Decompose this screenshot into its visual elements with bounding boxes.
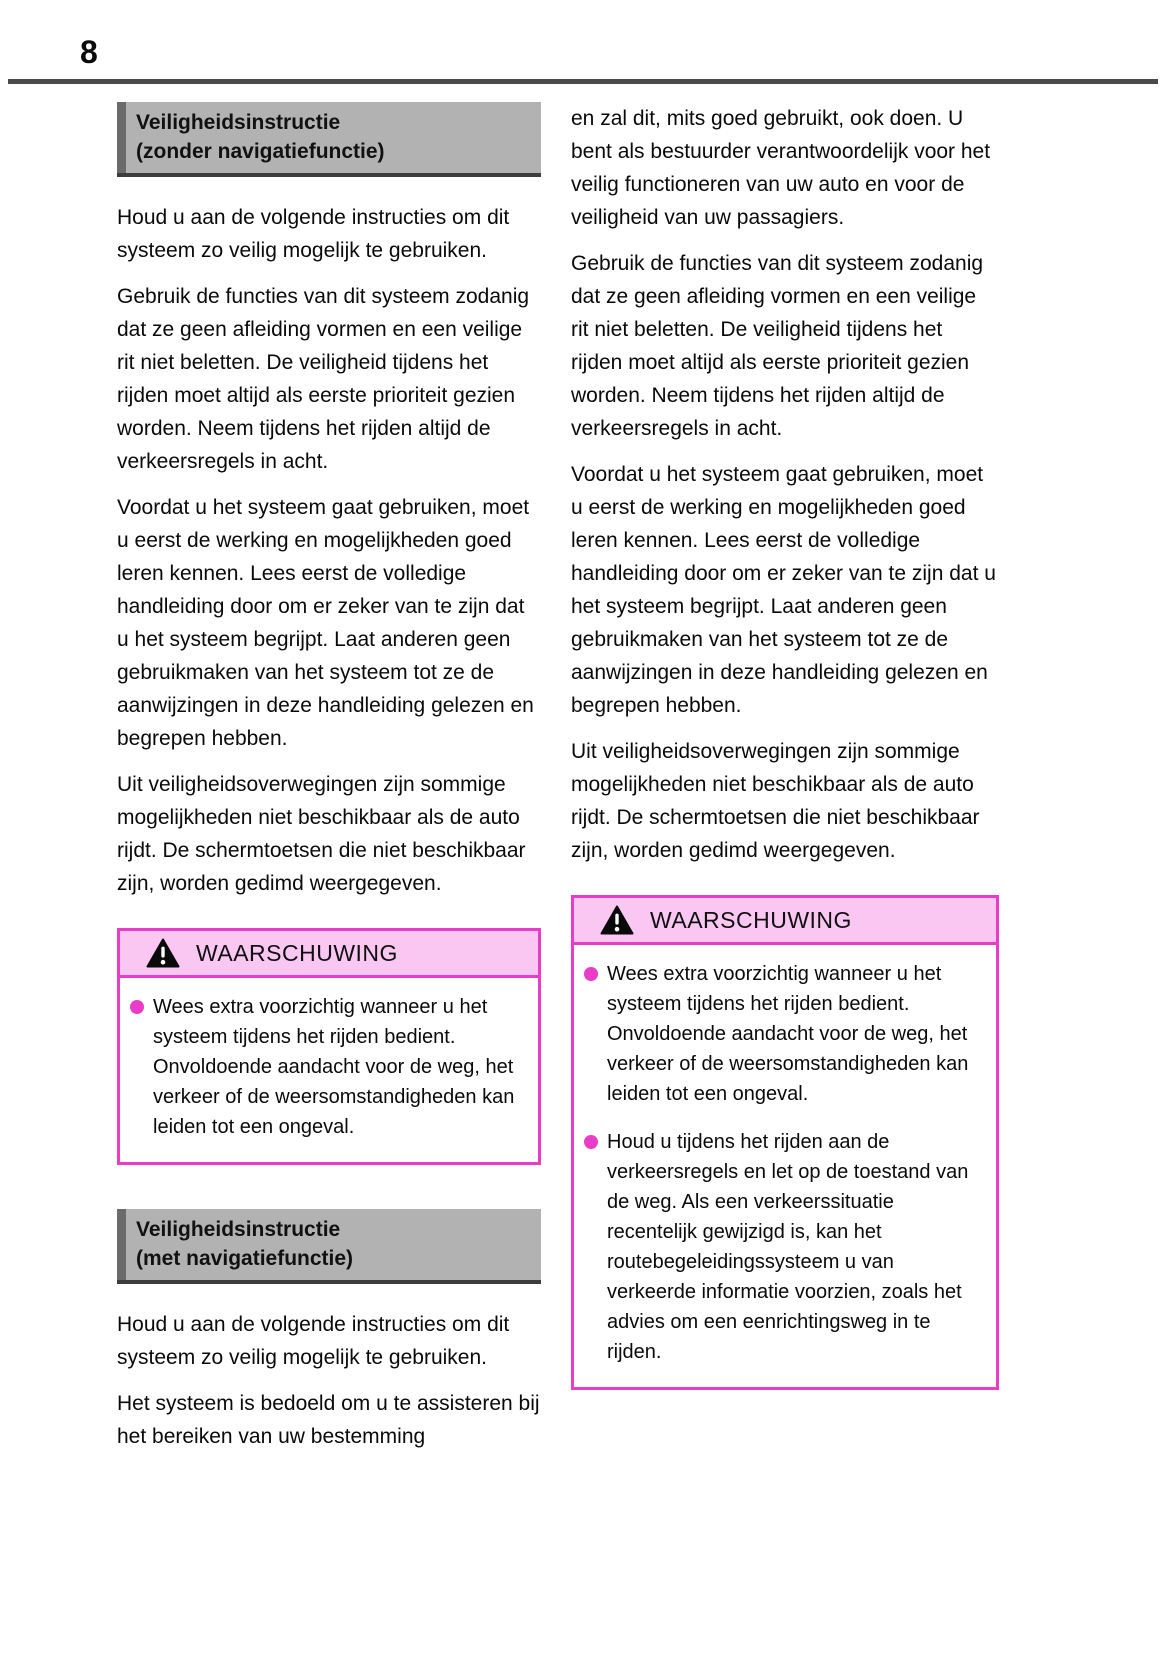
page-number: 8 [80,34,98,70]
section-header-safety-with-nav [117,1209,541,1284]
warning-box [571,895,999,1390]
column-left [117,102,541,1466]
warning-item-text: Houd u tijdens het rijden aan de verkeersregels en let op de toestand van de weg. Als een verkeerssituatie recentelijk gewijzigd is, kan het routebegeleidingssysteem u van verkeerde informatie voorzien, zoals het advies om een eenrichtingsweg in te rijden. [607,1131,969,1363]
warning-item-text: Wees extra voorzichtig wanneer u het systeem tijdens het rijden bedient. Onvoldoende aandacht voor de weg, het verkeer of de weersomstandigheden kan leiden tot een ongeval. [607,963,969,1105]
bullet-icon [584,1135,598,1149]
column-right [571,102,999,1434]
paragraph: Voordat u het systeem gaat gebruiken, moet u eerst de werking en mogelijkheden goed leren kennen. Lees eerst de volledige handleiding door om er zeker van te zijn dat u het systeem begrijpt. Laat anderen geen gebruikmaken van het systeem tot ze de aanwijzingen in deze handleiding gelezen en begrepen hebben. [117,496,534,750]
warning-list-item [584,959,982,1109]
section-title-line1: Veiligheidsinstructie [136,111,341,134]
page-content [117,102,999,1466]
warning-item-text: Wees extra voorzichtig wanneer u het systeem tijdens het rijden bedient. Onvoldoende aandacht voor de weg, het verkeer of de weersomstandigheden kan leiden tot een ongeval. [153,996,515,1138]
section-header-edge [117,102,126,173]
warning-list-item [130,992,524,1142]
warning-box [117,928,541,1165]
top-rule-divider [8,79,1158,84]
warning-triangle-icon [146,938,180,968]
paragraph: en zal dit, mits goed gebruikt, ook doen. U bent als bestuurder verantwoordelijk voor het veilig functioneren van uw auto en voor de veiligheid van uw passagiers. [571,107,991,229]
warning-title: WAARSCHUWING [196,939,398,966]
paragraph: Uit veiligheidsoverwegingen zijn sommige mogelijkheden niet beschikbaar als de auto rijdt. De schermtoetsen die niet beschikbaar zijn, worden gedimd weergegeven. [117,773,526,895]
paragraph: Houd u aan de volgende instructies om dit systeem zo veilig mogelijk te gebruiken. [117,206,510,262]
section-title-line1: Veiligheidsinstructie [136,1218,341,1241]
paragraph: Gebruik de functies van dit systeem zodanig dat ze geen afleiding vormen en een veilige rit niet beletten. De veiligheid tijdens het rijden moet altijd als eerste prioriteit gezien worden. Neem tijdens het rijden altijd de verkeersregels in acht. [117,285,530,473]
warning-body [120,978,538,1162]
section-header-edge [117,1209,126,1280]
warning-title: WAARSCHUWING [650,906,852,933]
paragraph: Het systeem is bedoeld om u te assisteren bij het bereiken van uw bestemming [117,1392,540,1448]
section-header-safety-no-nav [117,102,541,177]
paragraph: Voordat u het systeem gaat gebruiken, moet u eerst de werking en mogelijkheden goed leren kennen. Lees eerst de volledige handleiding door om er zeker van te zijn dat u het systeem begrijpt. Laat anderen geen gebruikmaken van het systeem tot ze de aanwijzingen in deze handleiding gelezen en begrepen hebben. [571,463,996,717]
warning-header [120,931,538,978]
section-title-line2: (met navigatiefunctie) [136,1247,354,1270]
section-title-line2: (zonder navigatiefunctie) [136,140,385,163]
paragraph: Houd u aan de volgende instructies om dit systeem zo veilig mogelijk te gebruiken. [117,1313,510,1369]
warning-list-item [584,1127,982,1367]
bullet-icon [130,1000,144,1014]
bullet-icon [584,967,598,981]
warning-header [574,898,996,945]
paragraph: Gebruik de functies van dit systeem zodanig dat ze geen afleiding vormen en een veilige rit niet beletten. De veiligheid tijdens het rijden moet altijd als eerste prioriteit gezien worden. Neem tijdens het rijden altijd de verkeersregels in acht. [571,252,984,440]
warning-body [574,945,996,1387]
warning-triangle-icon [600,905,634,935]
paragraph: Uit veiligheidsoverwegingen zijn sommige mogelijkheden niet beschikbaar als de auto rijdt. De schermtoetsen die niet beschikbaar zijn, worden gedimd weergegeven. [571,740,980,862]
